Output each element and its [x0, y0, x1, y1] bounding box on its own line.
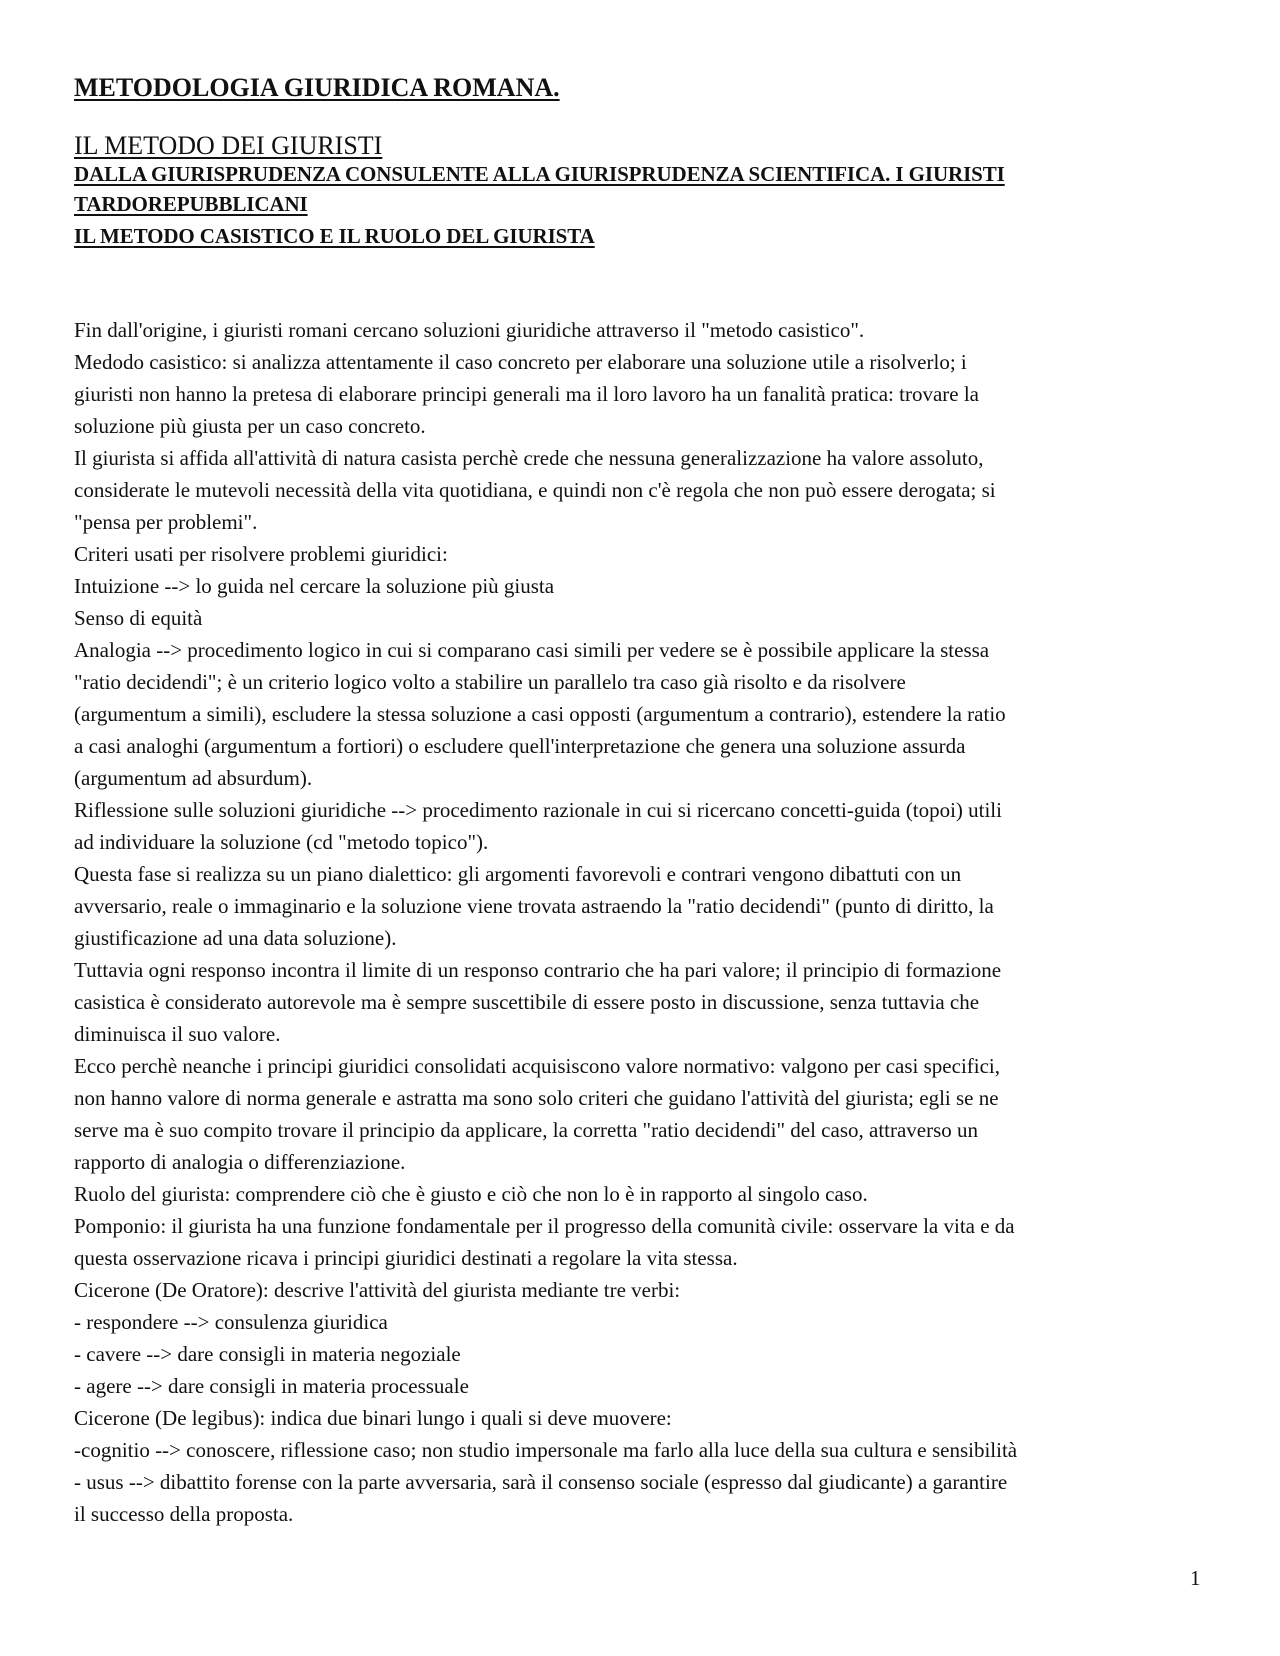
text-line: Ruolo del giurista: comprendere ciò che è giusto e ciò che non lo è in rapporto al singolo caso. [74, 1182, 868, 1206]
body-text [74, 314, 1209, 1530]
text-line: - respondere --> consulenza giuridica [74, 1310, 388, 1334]
section-title: IL METODO DEI GIURISTI [74, 131, 383, 160]
text-line: Tuttavia ogni responso incontra il limite di un responso contrario che ha pari valore; il principio di formazione [74, 958, 1002, 982]
text-line: Criteri usati per risolvere problemi giuridici: [74, 542, 448, 566]
text-line: ad individuare la soluzione (cd "metodo topico"). [74, 830, 489, 854]
text-line: giustificazione ad una data soluzione). [74, 926, 397, 950]
text-line: considerate le mutevoli necessità della vita quotidiana, e quindi non c'è regola che non può essere derogata; si [74, 478, 996, 502]
text-line: Analogia --> procedimento logico in cui si comparano casi simili per vedere se è possibile applicare la stessa [74, 638, 990, 662]
text-line: diminuisca il suo valore. [74, 1022, 281, 1046]
text-line: giuristi non hanno la pretesa di elaborare principi generali ma il loro lavoro ha un fanalità pratica: trovare la [74, 382, 979, 406]
text-line: Cicerone (De Oratore): descrive l'attività del giurista mediante tre verbi: [74, 1278, 681, 1302]
document-title: METODOLOGIA GIURIDICA ROMANA. [74, 73, 560, 102]
text-line: "pensa per problemi". [74, 510, 258, 534]
text-line: -cognitio --> conoscere, riflessione caso; non studio impersonale ma farlo alla luce della sua cultura e sensibilità [74, 1438, 1018, 1462]
text-line: questa osservazione ricava i principi giuridici destinati a regolare la vita stessa. [74, 1246, 738, 1270]
text-line: Cicerone (De legibus): indica due binari lungo i quali si deve muovere: [74, 1406, 672, 1430]
text-line: Senso di equità [74, 606, 203, 630]
text-line: Medodo casistico: si analizza attentamente il caso concreto per elaborare una soluzione utile a risolverlo; i [74, 350, 967, 374]
subsection-title-1: DALLA GIURISPRUDENZA CONSULENTE ALLA GIURISPRUDENZA SCIENTIFICA. I GIURISTI [74, 162, 1005, 186]
subsection-title-3: IL METODO CASISTICO E IL RUOLO DEL GIURISTA [74, 224, 595, 248]
text-line: avversario, reale o immaginario e la soluzione viene trovata astraendo la "ratio decidendi" (punto di diritto, la [74, 894, 994, 918]
text-line: rapporto di analogia o differenziazione. [74, 1150, 406, 1174]
text-line: non hanno valore di norma generale e astratta ma sono solo criteri che guidano l'attività del giurista; egli se ne [74, 1086, 999, 1110]
subsection-title-2: TARDOREPUBBLICANI [74, 192, 308, 216]
text-line: "ratio decidendi"; è un criterio logico volto a stabilire un parallelo tra caso già risolto e da risolvere [74, 670, 906, 694]
text-line: Pomponio: il giurista ha una funzione fondamentale per il progresso della comunità civile: osservare la vita e da [74, 1214, 1015, 1238]
page-number: 1 [1190, 1566, 1201, 1590]
text-line: (argumentum ad absurdum). [74, 766, 313, 790]
text-line: - usus --> dibattito forense con la parte avversaria, sarà il consenso sociale (espresso dal giudicante) a garantire [74, 1470, 1008, 1494]
text-line: serve ma è suo compito trovare il principio da applicare, la corretta "ratio decidendi" del caso, attraverso un [74, 1118, 979, 1142]
text-line: Riflessione sulle soluzioni giuridiche --> procedimento razionale in cui si ricercano concetti-guida (topoi) utili [74, 798, 1002, 822]
text-line: soluzione più giusta per un caso concreto. [74, 414, 426, 438]
text-line: Intuizione --> lo guida nel cercare la soluzione più giusta [74, 574, 555, 598]
text-line: (argumentum a simili), escludere la stessa soluzione a casi opposti (argumentum a contrario), estendere la ratio [74, 702, 1006, 726]
text-line: - cavere --> dare consigli in materia negoziale [74, 1342, 461, 1366]
text-line: casistica è considerato autorevole ma è sempre suscettibile di essere posto in discussione, senza tuttavia che [74, 990, 980, 1014]
text-line: - agere --> dare consigli in materia processuale [74, 1374, 469, 1398]
text-line: il successo della proposta. [74, 1502, 294, 1526]
text-line: a casi analoghi (argumentum a fortiori) o escludere quell'interpretazione che genera una soluzione assurda [74, 734, 966, 758]
text-line: Il giurista si affida all'attività di natura casista perchè crede che nessuna generalizzazione ha valore assoluto, [74, 446, 984, 470]
text-line: Ecco perchè neanche i principi giuridici consolidati acquisiscono valore normativo: valgono per casi specifici, [74, 1054, 1001, 1078]
text-line: Questa fase si realizza su un piano dialettico: gli argomenti favorevoli e contrari vengono dibattuti con un [74, 862, 962, 886]
text-line: Fin dall'origine, i giuristi romani cercano soluzioni giuridiche attraverso il "metodo casistico". [74, 318, 865, 342]
